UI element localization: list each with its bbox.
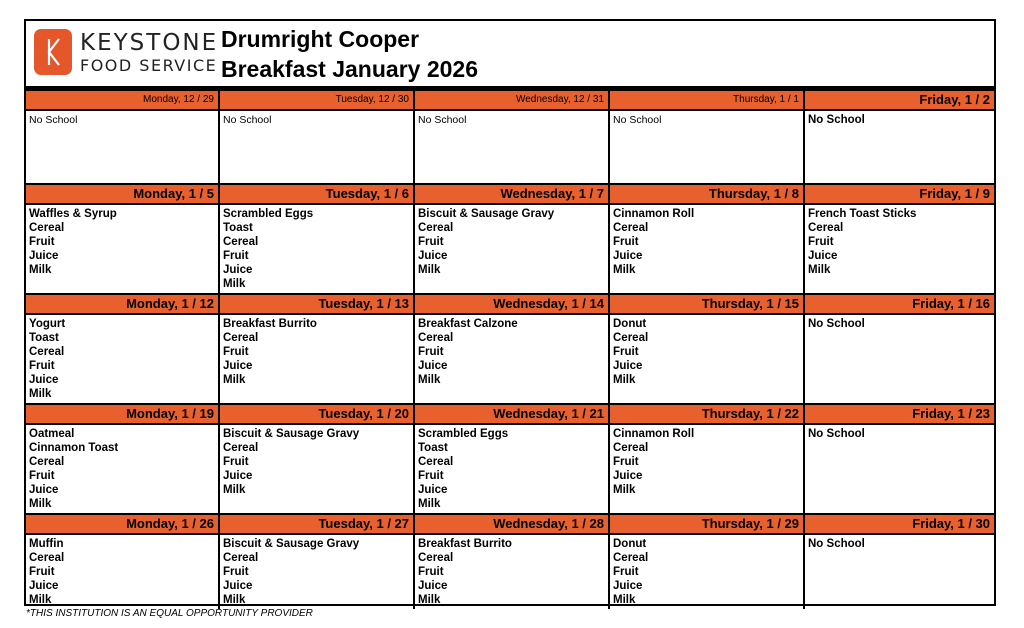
day-header: Friday, 1 / 2 [805, 91, 994, 111]
day-cell [415, 111, 610, 185]
menu-item: No School [808, 428, 865, 440]
week-row [26, 295, 994, 405]
menu-item: No School [223, 114, 272, 126]
menu-item: Juice [613, 580, 643, 592]
menu-item: Yogurt [29, 318, 66, 330]
menu-title: Breakfast January 2026 [221, 56, 478, 82]
menu-item: Milk [223, 594, 246, 606]
menu-item: Juice [223, 470, 253, 482]
menu-item: Fruit [418, 470, 444, 482]
day-cell [610, 111, 805, 185]
keystone-logo-icon [34, 29, 72, 75]
menu-item: Cereal [223, 236, 259, 248]
day-header: Tuesday, 12 / 30 [220, 91, 415, 111]
menu-item: Juice [418, 250, 448, 262]
day-cell [610, 205, 805, 295]
menu-item: Juice [223, 580, 253, 592]
menu-item: No School [29, 114, 78, 126]
brand-name: KEYSTONE [80, 30, 219, 56]
day-header: Monday, 1 / 19 [26, 405, 220, 425]
menu-item: Juice [418, 360, 448, 372]
menu-item: Toast [418, 442, 448, 454]
menu-item: Waffles & Syrup [29, 208, 117, 220]
day-header-row [26, 295, 994, 315]
week-row [26, 405, 994, 515]
menu-item: Cereal [29, 346, 65, 358]
menu-item: Breakfast Burrito [223, 318, 317, 330]
menu-item: Fruit [418, 566, 444, 578]
day-header: Monday, 1 / 5 [26, 185, 220, 205]
menu-item: Cereal [613, 552, 649, 564]
day-header: Tuesday, 1 / 27 [220, 515, 415, 535]
day-cell-row [26, 535, 994, 609]
menu-item: Cereal [29, 456, 65, 468]
day-header: Friday, 1 / 9 [805, 185, 994, 205]
day-header: Thursday, 1 / 8 [610, 185, 805, 205]
menu-item: Fruit [418, 236, 444, 248]
day-cell [26, 315, 220, 405]
menu-item: Juice [613, 360, 643, 372]
menu-item: Juice [223, 360, 253, 372]
menu-item: Cereal [613, 442, 649, 454]
menu-item: Milk [613, 264, 636, 276]
menu-item: Muffin [29, 538, 64, 550]
menu-item: Cereal [418, 332, 454, 344]
menu-item: Juice [418, 484, 448, 496]
menu-item: Cereal [223, 332, 259, 344]
day-header-row [26, 185, 994, 205]
menu-item: Breakfast Burrito [418, 538, 512, 550]
day-header: Thursday, 1 / 1 [610, 91, 805, 111]
footer-note: *THIS INSTITUTION IS AN EQUAL OPPORTUNITY PROVIDER [26, 608, 313, 619]
menu-item: No School [808, 318, 865, 330]
menu-item: No School [808, 538, 865, 550]
menu-item: Milk [418, 264, 441, 276]
menu-item: Juice [418, 580, 448, 592]
day-cell [610, 425, 805, 515]
menu-item: Breakfast Calzone [418, 318, 518, 330]
day-cell [26, 111, 220, 185]
day-cell [805, 535, 994, 609]
day-cell [220, 205, 415, 295]
menu-item: Scrambled Eggs [223, 208, 314, 220]
day-cell [220, 425, 415, 515]
day-header: Thursday, 1 / 15 [610, 295, 805, 315]
menu-item: Juice [613, 250, 643, 262]
day-cell [805, 425, 994, 515]
day-header: Tuesday, 1 / 20 [220, 405, 415, 425]
menu-item: Scrambled Eggs [418, 428, 509, 440]
day-cell-row [26, 111, 994, 185]
menu-item: Fruit [29, 360, 55, 372]
menu-item: Cereal [613, 332, 649, 344]
menu-item: Cereal [418, 222, 454, 234]
menu-item: French Toast Sticks [808, 208, 917, 220]
day-header: Friday, 1 / 23 [805, 405, 994, 425]
menu-item: Fruit [223, 250, 249, 262]
day-cell [415, 315, 610, 405]
day-cell [610, 315, 805, 405]
day-cell [220, 535, 415, 609]
menu-item: Fruit [29, 566, 55, 578]
menu-item: Fruit [613, 346, 639, 358]
menu-item: Juice [808, 250, 838, 262]
menu-item: Milk [29, 594, 52, 606]
menu-item: Juice [613, 470, 643, 482]
menu-item: No School [613, 114, 662, 126]
menu-item: No School [808, 114, 865, 126]
menu-item: Biscuit & Sausage Gravy [223, 428, 360, 440]
menu-item: Cinnamon Toast [29, 442, 119, 454]
menu-item: No School [418, 114, 467, 126]
day-cell [415, 535, 610, 609]
menu-item: Donut [613, 538, 647, 550]
menu-item: Cereal [223, 552, 259, 564]
menu-item: Juice [29, 484, 59, 496]
menu-item: Donut [613, 318, 647, 330]
school-name: Drumright Cooper [221, 26, 420, 52]
day-header: Tuesday, 1 / 6 [220, 185, 415, 205]
day-header: Tuesday, 1 / 13 [220, 295, 415, 315]
menu-item: Biscuit & Sausage Gravy [223, 538, 360, 550]
menu-calendar-grid [26, 91, 994, 609]
week-row [26, 515, 994, 609]
menu-item: Toast [223, 222, 253, 234]
menu-item: Fruit [613, 566, 639, 578]
menu-item: Milk [29, 264, 52, 276]
menu-item: Milk [223, 278, 246, 290]
menu-item: Juice [29, 250, 59, 262]
menu-item: Milk [223, 374, 246, 386]
day-header: Monday, 1 / 26 [26, 515, 220, 535]
menu-item: Cereal [223, 442, 259, 454]
menu-item: Fruit [29, 470, 55, 482]
menu-item: Biscuit & Sausage Gravy [418, 208, 555, 220]
menu-item: Fruit [613, 456, 639, 468]
menu-item: Milk [29, 388, 52, 400]
day-header: Wednesday, 1 / 7 [415, 185, 610, 205]
day-cell [415, 205, 610, 295]
day-header: Thursday, 1 / 29 [610, 515, 805, 535]
menu-sheet [24, 19, 996, 606]
day-header: Wednesday, 12 / 31 [415, 91, 610, 111]
menu-item: Juice [223, 264, 253, 276]
day-cell [805, 111, 994, 185]
menu-item: Juice [29, 374, 59, 386]
menu-item: Fruit [223, 346, 249, 358]
day-header: Wednesday, 1 / 28 [415, 515, 610, 535]
brand-subtitle: FOOD SERVICE [80, 56, 218, 75]
menu-item: Milk [418, 594, 441, 606]
menu-item: Cereal [418, 456, 454, 468]
menu-item: Fruit [223, 566, 249, 578]
day-cell-row [26, 425, 994, 515]
menu-item: Cereal [808, 222, 844, 234]
day-header: Friday, 1 / 30 [805, 515, 994, 535]
menu-item: Cereal [613, 222, 649, 234]
menu-item: Cinnamon Roll [613, 208, 695, 220]
menu-item: Milk [223, 484, 246, 496]
week-row [26, 91, 994, 185]
day-cell-row [26, 315, 994, 405]
menu-item: Oatmeal [29, 428, 75, 440]
menu-item: Cereal [418, 552, 454, 564]
day-cell [610, 535, 805, 609]
menu-item: Fruit [418, 346, 444, 358]
day-cell [805, 205, 994, 295]
day-header: Thursday, 1 / 22 [610, 405, 805, 425]
day-cell-row [26, 205, 994, 295]
menu-item: Juice [29, 580, 59, 592]
day-header-row [26, 405, 994, 425]
day-header: Friday, 1 / 16 [805, 295, 994, 315]
day-cell [805, 315, 994, 405]
menu-item: Fruit [223, 456, 249, 468]
menu-item: Cinnamon Roll [613, 428, 695, 440]
menu-item: Fruit [613, 236, 639, 248]
menu-item: Milk [29, 498, 52, 510]
day-cell [415, 425, 610, 515]
menu-header [26, 21, 994, 91]
menu-item: Milk [613, 594, 636, 606]
menu-item: Fruit [808, 236, 834, 248]
day-header: Wednesday, 1 / 14 [415, 295, 610, 315]
menu-item: Milk [808, 264, 831, 276]
menu-item: Milk [418, 374, 441, 386]
menu-item: Fruit [29, 236, 55, 248]
week-row [26, 185, 994, 295]
day-cell [220, 111, 415, 185]
day-header-row [26, 515, 994, 535]
day-header: Monday, 1 / 12 [26, 295, 220, 315]
day-cell [220, 315, 415, 405]
menu-item: Toast [29, 332, 59, 344]
menu-item: Cereal [29, 552, 65, 564]
day-cell [26, 425, 220, 515]
day-cell [26, 205, 220, 295]
day-header: Wednesday, 1 / 21 [415, 405, 610, 425]
menu-item: Milk [418, 498, 441, 510]
day-cell [26, 535, 220, 609]
day-header: Monday, 12 / 29 [26, 91, 220, 111]
day-header-row [26, 91, 994, 111]
menu-item: Cereal [29, 222, 65, 234]
menu-item: Milk [613, 374, 636, 386]
menu-item: Milk [613, 484, 636, 496]
